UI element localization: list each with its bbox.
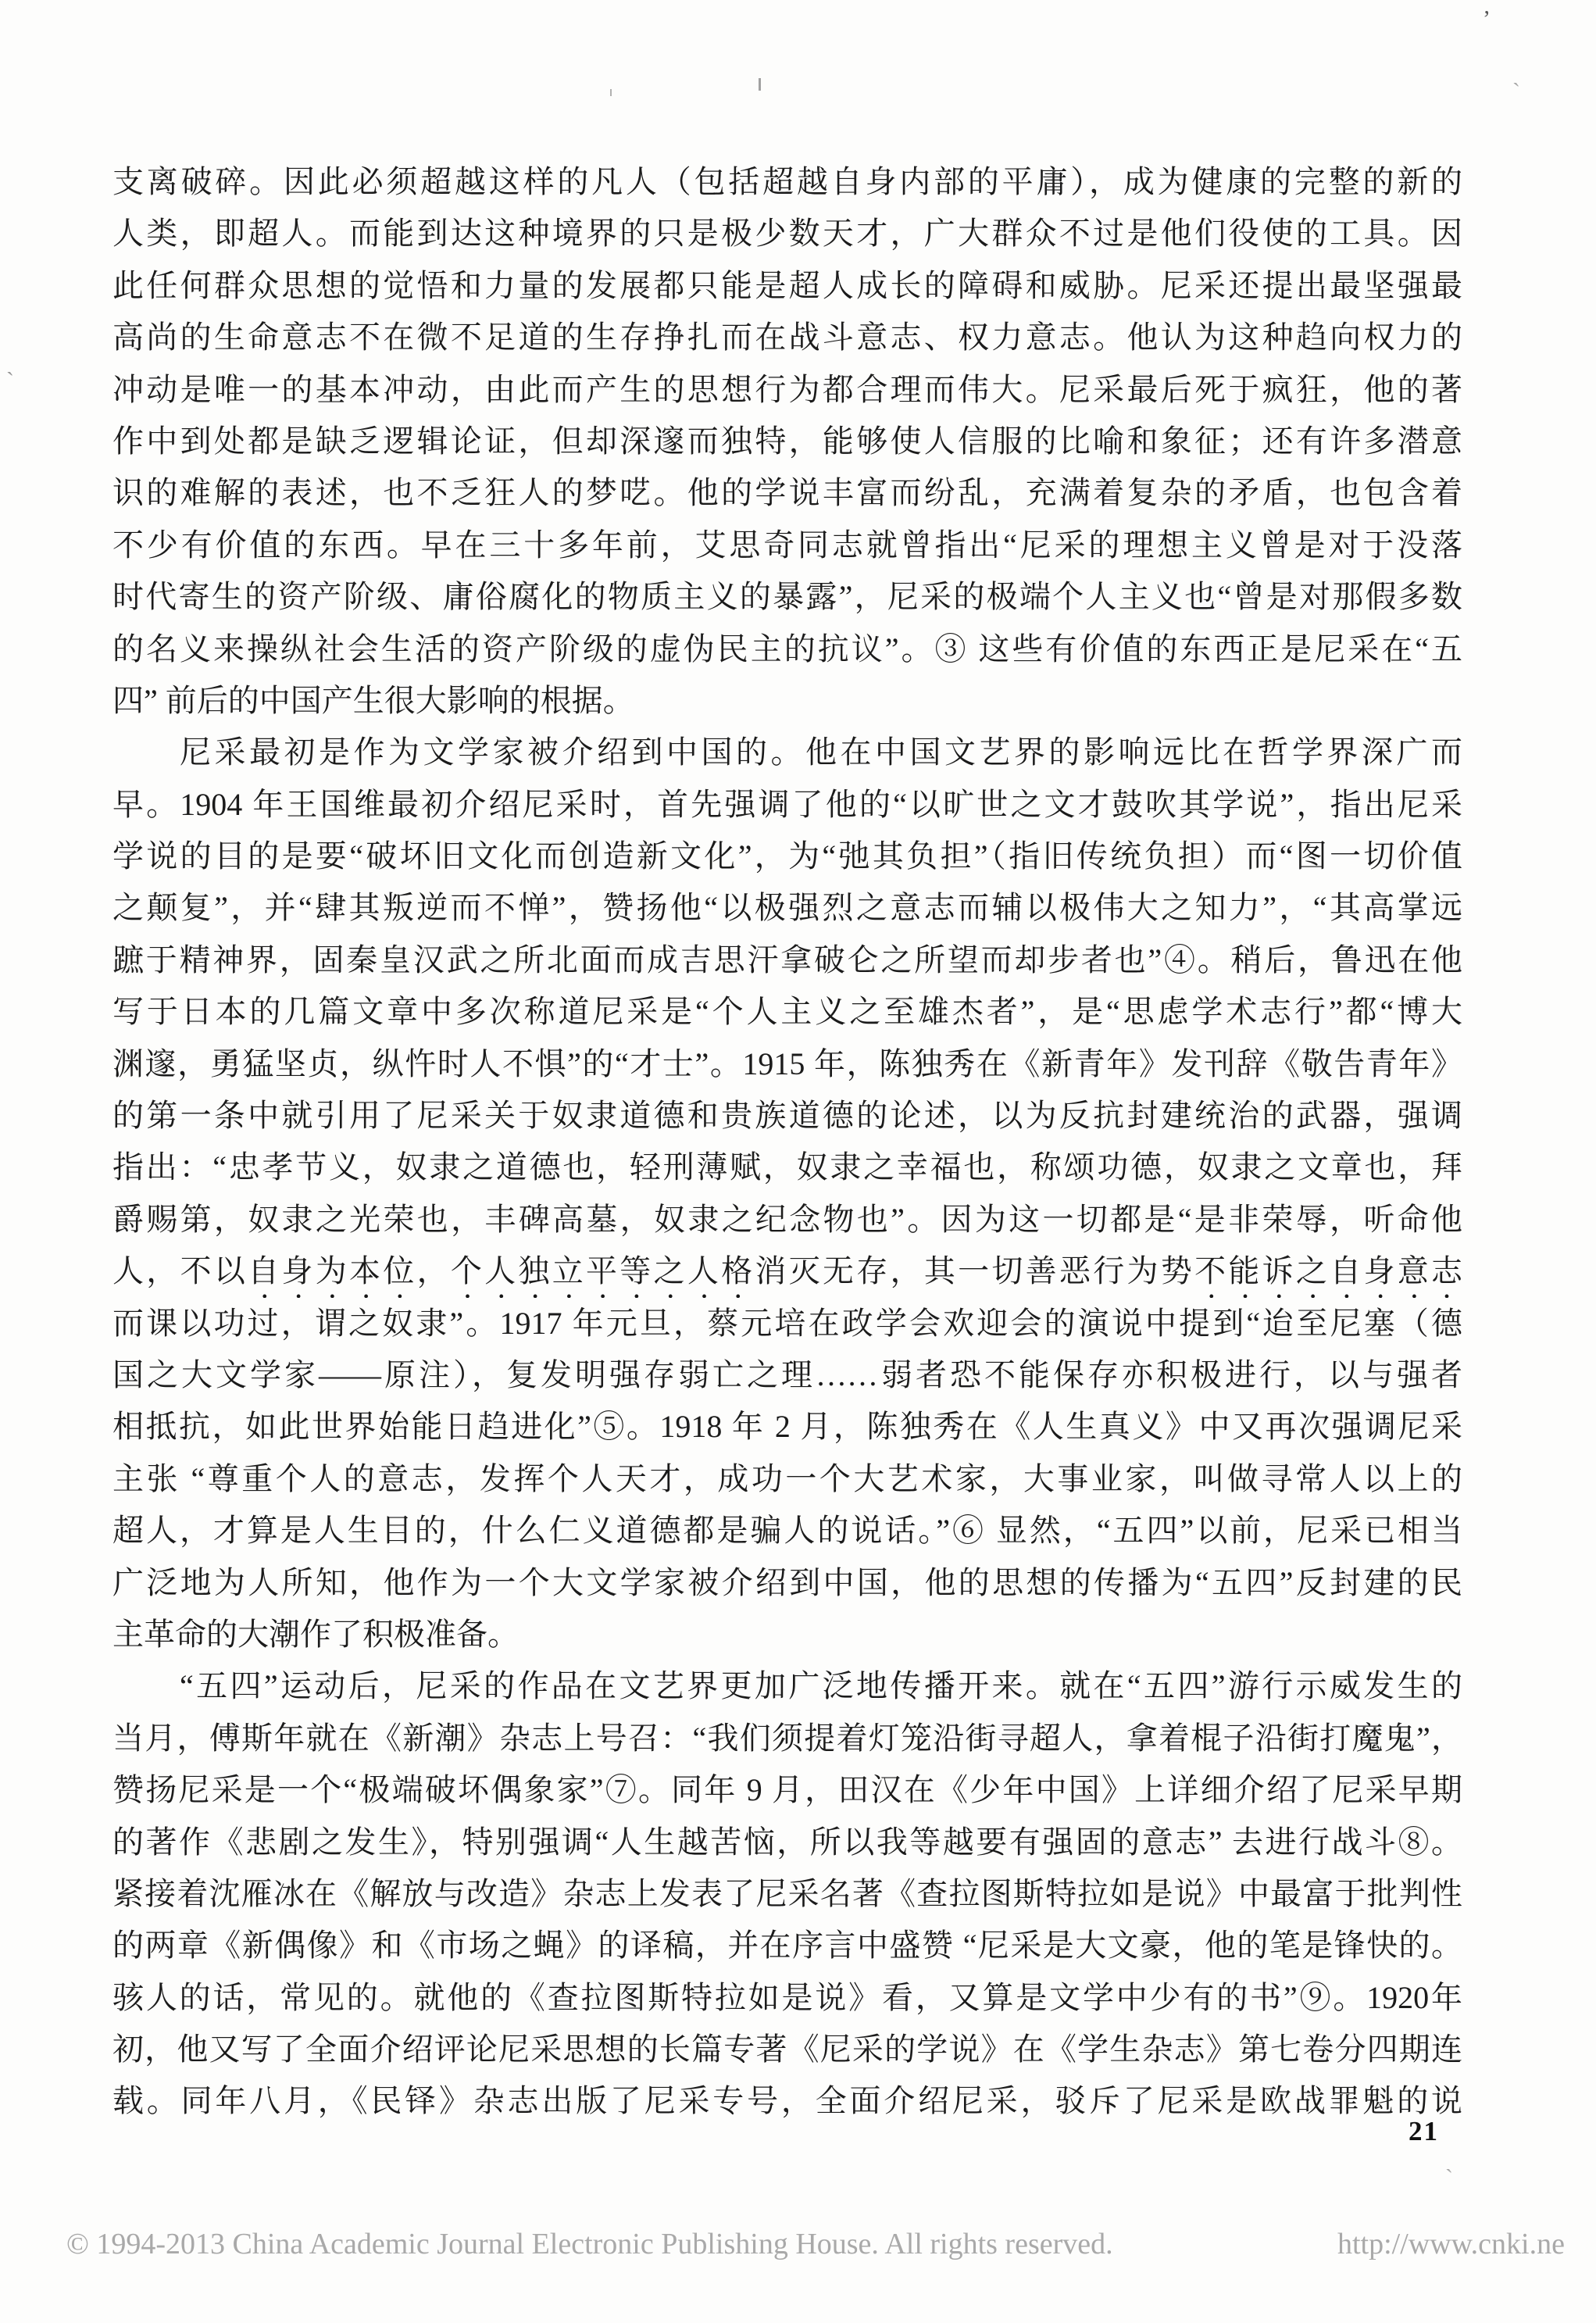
scan-artifact <box>759 78 761 91</box>
text-line: 人类，即超人。而能到达这种境界的只是极少数天才，广大群众不过是他们役使的工具。因 <box>112 216 1462 252</box>
text-line: 的名义来操纵社会生活的资产阶级的虚伪民主的抗议”。③ 这些有价值的东西正是尼采在“五 <box>112 631 1462 667</box>
text-line: 作中到处都是缺乏逻辑论证，但却深邃而独特，能够使人信服的比喻和象征；还有许多潜意 <box>112 423 1462 459</box>
text-line: 写于日本的几篇文章中多次称道尼采是“个人主义之至雄杰者”，是“思虑学术志行”都“博大 <box>112 994 1462 1030</box>
scan-artifact: ˏ <box>1512 61 1520 87</box>
emphasized-text: 个人独立平等之人格 <box>450 1253 755 1289</box>
text-line: 赞扬尼采是一个“极端破坏偶象家”⑦。同年 9 月，田汉在《少年中国》上详细介绍了尼采早期 <box>112 1772 1462 1808</box>
text-line: 四” 前后的中国产生很大影响的根据。 <box>112 682 634 718</box>
text-line: 的第一条中就引用了尼采关于奴隶道德和贵族道德的论述，以为反抗封建统治的武器，强调 <box>112 1098 1462 1134</box>
text-line: 的两章《新偶像》和《市场之蝇》的译稿，并在序言中盛赞 “尼采是大文豪，他的笔是锋快的。 <box>112 1928 1462 1964</box>
scan-artifact: ˎ <box>6 350 14 376</box>
text-line: 早。1904 年王国维最初介绍尼采时，首先强调了他的“以旷世之文才鼓吹其学说”，指出尼采 <box>112 786 1462 822</box>
text-line: 初，他又写了全面介绍评论尼采思想的长篇专著《尼采的学说》在《学生杂志》第七卷分四期连 <box>112 2032 1462 2067</box>
text-line: 主张 “尊重个人的意志，发挥个人天才，成功一个大艺术家，大事业家，叫做寻常人以上的 <box>112 1460 1462 1496</box>
text-line: 主革命的大潮作了积极准备。 <box>112 1616 519 1652</box>
text-line: 高尚的生命意志不在微不足道的生存挣扎而在战斗意志、权力意志。他认为这种趋向权力的 <box>112 320 1462 356</box>
text-line: 当月，傅斯年就在《新潮》杂志上号召：“我们须提着灯笼沿街寻超人，拿着棍子沿街打魔鬼”， <box>112 1720 1462 1756</box>
text-line: 爵赐第，奴隶之光荣也，丰碑高墓，奴隶之纪念物也”。因为这一切都是“是非荣辱，听命他 <box>112 1201 1462 1237</box>
text-line: 冲动是唯一的基本冲动，由此而产生的思想行为都合理而伟大。尼采最后死于疯狂，他的著 <box>112 371 1462 407</box>
text-line: 识的难解的表述，也不乏狂人的梦呓。他的学说丰富而纷乱，充满着复杂的矛盾，也包含着 <box>112 475 1462 511</box>
text-line: 国之大文学家——原注），复发明强存弱亡之理……弱者恐不能保存亦积极进行，以与强者 <box>112 1356 1462 1392</box>
emphasized-text: 不能诉之自身意志 <box>1194 1253 1462 1289</box>
text-line: 骇人的话，常见的。就他的《查拉图斯特拉如是说》看，又算是文学中少有的书”⑨。1920年 <box>112 1979 1462 2015</box>
footer-url: http://www.cnki.ne <box>1337 2228 1565 2260</box>
text-line: 广泛地为人所知，他作为一个大文学家被介绍到中国，他的思想的传播为“五四”反封建的民 <box>112 1564 1462 1600</box>
text-line: 载。同年八月，《民铎》杂志出版了尼采专号，全面介绍尼采，驳斥了尼采是欧战罪魁的说 <box>112 2083 1462 2119</box>
text-line: 支离破碎。因此必须超越这样的凡人（包括超越自身内部的平庸），成为健康的完整的新的 <box>112 164 1462 199</box>
scan-artifact <box>610 89 612 96</box>
text-line: 此任何群众思想的觉悟和力量的发展都只能是超人成长的障碍和威胁。尼采还提出最坚强最 <box>112 267 1462 303</box>
text-line: 而课以功过，谓之奴隶”。1917 年元旦，蔡元培在政学会欢迎会的演说中提到“迨至尼塞（德 <box>112 1305 1462 1341</box>
text-line: “五四”运动后，尼采的作品在文艺界更加广泛地传播开来。就在“五四”游行示威发生的 <box>180 1668 1462 1704</box>
text-line: 蹠于精神界，固秦皇汉武之所北面而成吉思汗拿破仑之所望而却步者也”④。稍后，鲁迅在他 <box>112 942 1462 977</box>
text-line: 渊邃，勇猛坚贞，纵忤时人不惧”的“才士”。1915 年，陈独秀在《新青年》发刊辞《敬告青年》 <box>112 1045 1462 1081</box>
text-line: 超人，才算是人生目的，什么仁义道德都是骗人的说话。”⑥ 显然，“五四”以前，尼采已相当 <box>112 1513 1462 1549</box>
footer-copyright: © 1994-2013 China Academic Journal Electronic Publishing House. All rights reserved. <box>66 2228 1113 2260</box>
text-line: 相抵抗，如此世界始能日趋进化”⑤。1918 年 2 月，陈独秀在《人生真义》中又再次强调尼采 <box>112 1409 1462 1445</box>
text-line: 的著作《悲剧之发生》，特别强调“人生越苦恼，所以我等越要有强固的意志” 去进行战斗⑧。 <box>112 1824 1462 1860</box>
page-number: 21 <box>1409 2116 1439 2146</box>
text-block <box>112 156 1462 2128</box>
scan-artifact: ˏ <box>1445 2147 1453 2173</box>
text-line: 之颠复”，并“肆其叛逆而不惮”，赞扬他“以极强烈之意志而辅以极伟大之知力”，“其高掌远 <box>112 890 1462 926</box>
text-line: 尼采最初是作为文学家被介绍到中国的。他在中国文艺界的影响远比在哲学界深广而 <box>180 734 1462 770</box>
text-line: 紧接着沈雁冰在《解放与改造》杂志上发表了尼采名著《查拉图斯特拉如是说》中最富于批判性 <box>112 1875 1462 1911</box>
text-line: 时代寄生的资产阶级、庸俗腐化的物质主义的暴露”，尼采的极端个人主义也“曾是对那假多数 <box>112 579 1462 615</box>
text-line: 指出：“忠孝节义，奴隶之道德也，轻刑薄赋，奴隶之幸福也，称颂功德，奴隶之文章也，拜 <box>112 1149 1462 1185</box>
scan-artifact: ʼ <box>1483 6 1491 32</box>
text-line: 不少有价值的东西。早在三十多年前，艾思奇同志就曾指出“尼采的理想主义曾是对于没落 <box>112 527 1462 563</box>
text-line: 学说的目的是要“破坏旧文化而创造新文化”，为“弛其负担”（指旧传统负担）而“图一切价值 <box>112 838 1462 874</box>
emphasized-text: 自身为本位 <box>248 1253 417 1289</box>
text-line: 人，不以自身为本位，个人独立平等之人格消灭无存，其一切善恶行为势不能诉之自身意志 <box>112 1253 1462 1289</box>
